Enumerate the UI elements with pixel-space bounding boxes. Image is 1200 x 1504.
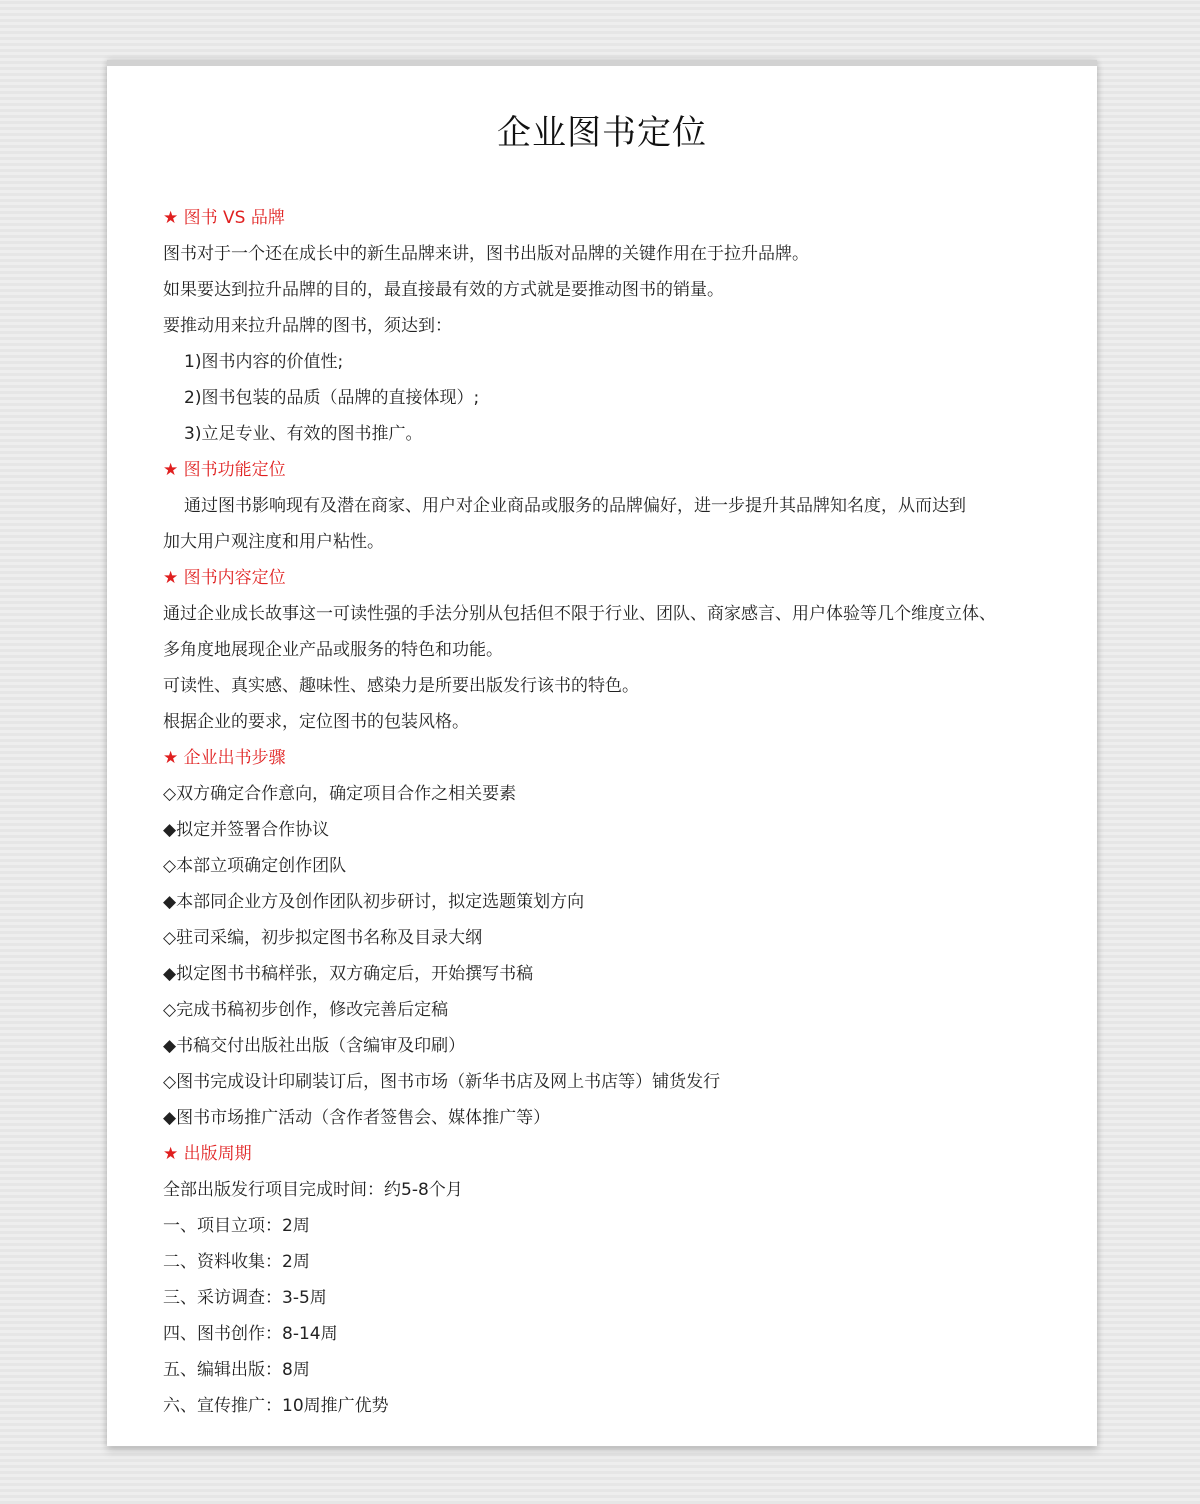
body-line: ◆图书市场推广活动（含作者签售会、媒体推广等）	[163, 1108, 551, 1128]
section-heading: ★ 图书 VS 品牌	[163, 208, 285, 228]
body-line: 四、图书创作：8-14周	[163, 1324, 338, 1344]
body-line: 五、编辑出版：8周	[163, 1360, 310, 1380]
document-title: 企业图书定位	[497, 113, 707, 153]
body-line: 一、项目立项：2周	[163, 1216, 310, 1236]
body-line: ◆书稿交付出版社出版（含编审及印刷）	[163, 1036, 466, 1056]
body-line: 加大用户观注度和用户粘性。	[163, 532, 384, 552]
body-line: 3)立足专业、有效的图书推广。	[184, 424, 423, 444]
body-line: 多角度地展现企业产品或服务的特色和功能。	[163, 640, 503, 660]
body-line: ◇完成书稿初步创作，修改完善后定稿	[163, 1000, 449, 1020]
section-heading: ★ 图书功能定位	[163, 460, 286, 480]
body-line: 根据企业的要求，定位图书的包装风格。	[163, 712, 469, 732]
body-line: ◇图书完成设计印刷装订后，图书市场（新华书店及网上书店等）铺货发行	[163, 1072, 721, 1092]
body-line: 通过图书影响现有及潜在商家、用户对企业商品或服务的品牌偏好，进一步提升其品牌知名度，从而达到	[184, 496, 966, 516]
section-heading: ★ 图书内容定位	[163, 568, 286, 588]
body-line: ◆拟定并签署合作协议	[163, 820, 330, 840]
body-line: 2)图书包装的品质（品牌的直接体现）;	[184, 388, 480, 408]
body-line: 二、资料收集：2周	[163, 1252, 310, 1272]
body-line: 如果要达到拉升品牌的目的，最直接最有效的方式就是要推动图书的销量。	[163, 280, 724, 300]
body-line: ◇双方确定合作意向，确定项目合作之相关要素	[163, 784, 517, 804]
body-line: 通过企业成长故事这一可读性强的手法分别从包括但不限于行业、团队、商家感言、用户体验等几个维度立体、	[163, 604, 996, 624]
document-body	[163, 200, 1053, 1424]
body-line: 图书对于一个还在成长中的新生品牌来讲，图书出版对品牌的关键作用在于拉升品牌。	[163, 244, 809, 264]
document-page	[107, 60, 1097, 1446]
body-line: 六、宣传推广：10周推广优势	[163, 1396, 389, 1416]
body-line: 1)图书内容的价值性;	[184, 352, 344, 372]
body-line: ◆本部同企业方及创作团队初步研讨，拟定选题策划方向	[163, 892, 585, 912]
body-line: ◇驻司采编，初步拟定图书名称及目录大纲	[163, 928, 483, 948]
body-line: 可读性、真实感、趣味性、感染力是所要出版发行该书的特色。	[163, 676, 639, 696]
body-line: 三、采访调查：3-5周	[163, 1288, 327, 1308]
body-line: ◇本部立项确定创作团队	[163, 856, 347, 876]
section-heading: ★ 出版周期	[163, 1144, 252, 1164]
body-line: 全部出版发行项目完成时间：约5-8个月	[163, 1180, 463, 1200]
section-heading: ★ 企业出书步骤	[163, 748, 286, 768]
body-line: 要推动用来拉升品牌的图书，须达到：	[163, 316, 452, 336]
body-line: ◆拟定图书书稿样张，双方确定后，开始撰写书稿	[163, 964, 534, 984]
